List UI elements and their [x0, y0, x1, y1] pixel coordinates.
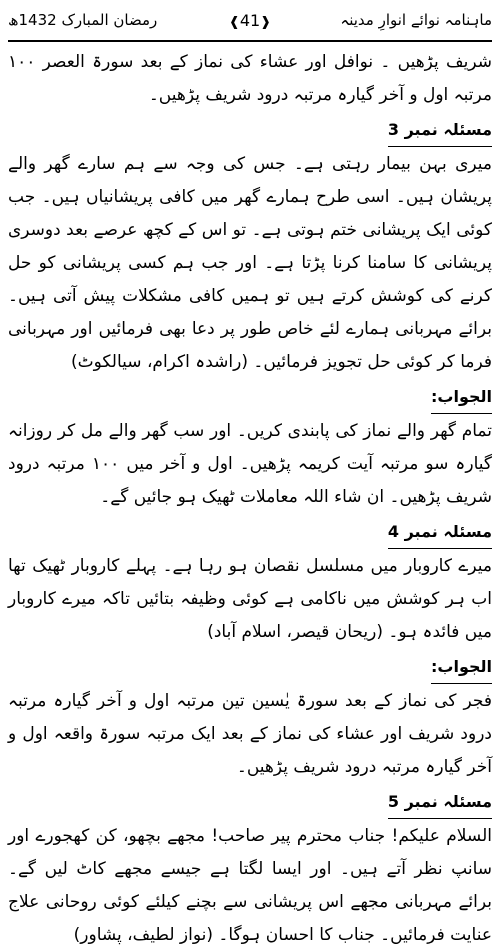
question-4-body: میرے کاروبار میں مسلسل نقصان ہو رہا ہے۔ پہلے کاروبار ٹھیک تھا اب ہر کوشش میں ناکامی ہے کوئی وظیفہ بتائیں تاکہ میرے کاروبار میں فائدہ ہو۔ [8, 556, 492, 642]
magazine-title: ماہنامہ نوائے انوارِ مدینہ [340, 11, 492, 29]
question-3-body: میری بہن بیمار رہتی ہے۔ جس کی وجہ سے ہم سارے گھر والے پریشان ہیں۔ اسی طرح ہمارے گھر میں کافی پریشانیاں ہیں۔ جب کوئی ایک پریشانی ختم ہوتی ہے۔ تو اس کے کچھ عرصے بعد دوسری پریشانی کا سامنا کرنا پڑتا ہے۔ اور جب ہم کسی پریشانی کو حل کرنے کی کوشش کرتے ہیں تو ہمیں کافی مشکلات پیش آتی ہیں۔ برائے مہربانی ہمارے لئے خاص طور پر دعا بھی فرمائیں اور مہربانی فرما کر کوئی حل تجویز فرمائیں۔ [8, 154, 492, 372]
question-5-sender: (نواز لطیف، پشاور) [73, 925, 213, 945]
answer-3-heading: الجواب: [431, 380, 492, 414]
page-header [8, 0, 492, 42]
question-5-text [8, 820, 492, 952]
page-number-box [205, 11, 295, 30]
answer-4-heading: الجواب: [431, 650, 492, 684]
ornament-icon: ❰ [260, 14, 272, 30]
question-4-sender: (ریحان قیصر، اسلام آباد) [207, 622, 383, 642]
issue-date: رمضان المبارک 1432ھ [8, 11, 158, 29]
page-number: 41 [239, 10, 261, 30]
ornament-icon: ❱ [228, 14, 240, 30]
question-4-heading: مسئلہ نمبر 4 [388, 515, 492, 549]
question-5-body: السلام علیکم! جناب محترم پیر صاحب! مجھے بچھو، کن کھجورے اور سانپ نظر آتے ہیں۔ اور ایسا لگتا ہے جیسے مجھے کاٹ لیں گے۔ برائے مہربانی مجھے اس پریشانی سے بچنے کیلئے کوئی روحانی علاج عنایت فرمائیں۔ جناب کا احسان ہوگا۔ [8, 826, 492, 945]
answer-3-text: تمام گھر والے نماز کی پابندی کریں۔ اور سب گھر والے مل کر روزانہ گیارہ سو مرتبہ آیت کریمہ پڑھیں۔ اول و آخر میں ۱۰۰ مرتبہ درود شریف پڑھیں۔ ان شاء اللہ معاملات ٹھیک ہو جائیں گے۔ [8, 421, 492, 507]
question-4-text [8, 550, 492, 649]
question-3-sender: (راشدہ اکرام، سیالکوٹ) [71, 352, 248, 372]
question-3-text [8, 148, 492, 379]
question-5-heading: مسئلہ نمبر 5 [388, 785, 492, 819]
answer-4-text: فجر کی نماز کے بعد سورۃ یٰسین تین مرتبہ اول و آخر گیارہ مرتبہ درود شریف اور عشاء کی نماز کے بعد ایک مرتبہ سورۃ واقعہ اول و آخر گیارہ مرتبہ درود شریف پڑھیں۔ [8, 691, 492, 777]
paragraph-intro: شریف پڑھیں ۔ نوافل اور عشاء کی نماز کے بعد سورۃ العصر ۱۰۰ مرتبہ اول و آخر گیارہ مرتبہ درود شریف پڑھیں۔ [8, 52, 492, 105]
question-3-heading: مسئلہ نمبر 3 [388, 113, 492, 147]
